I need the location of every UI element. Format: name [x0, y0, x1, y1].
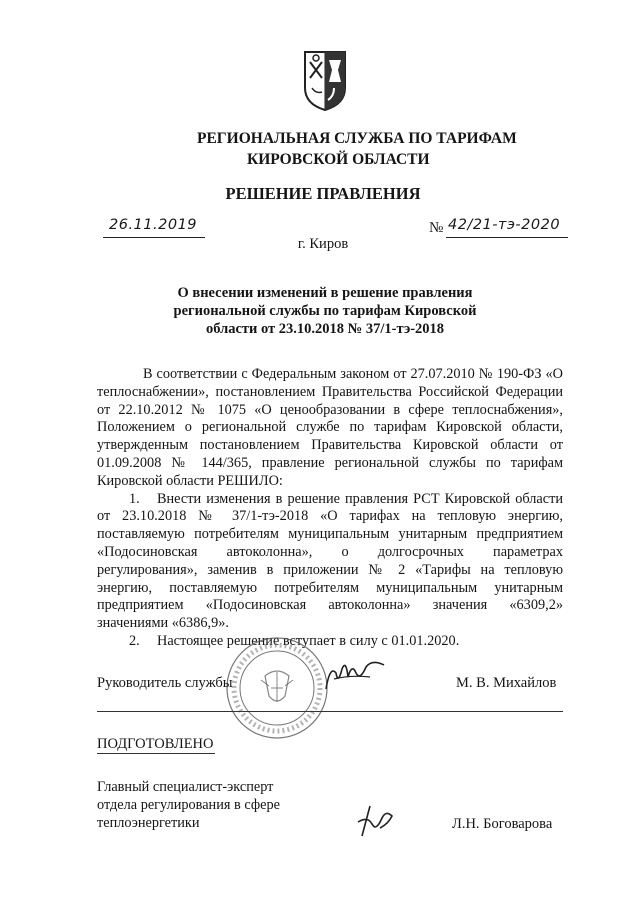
preamble-paragraph: В соответствии с Федеральным законом от 27.07.2010 № 190-ФЗ «О теплоснабжении», постановлением Правительства Российской Федерации от 22.10.2012 № 1075 «О ценообразовании в сфере теплоснабжения», Положением о региональной службе по тарифам Кировской области, утвержденным постановлением Правительства Кировской области от 01.09.2008 № 144/365, правление региональной службы по тарифам Кировской области РЕШИЛО: [97, 366, 563, 489]
number-label: № [429, 220, 444, 236]
coat-of-arms-icon [302, 48, 348, 112]
item-number: 2. [129, 632, 140, 649]
document-subject [150, 284, 500, 338]
decision-number: 42/21-тэ-2020 [448, 217, 561, 233]
preparer-name: Л.Н. Боговарова [452, 816, 553, 832]
decision-date-field [103, 215, 205, 238]
preparer-position-line3: теплоэнергетики [97, 815, 200, 831]
handwritten-signature-icon [352, 802, 396, 840]
item-number: 1. [129, 490, 140, 507]
organization-name-line1: РЕГИОНАЛЬНАЯ СЛУЖБА ПО ТАРИФАМ [197, 130, 517, 147]
subject-line3: области от 23.10.2018 № 37/1-тэ-2018 [205, 321, 445, 337]
subject-line2: региональной службы по тарифам Кировской [173, 303, 477, 319]
decision-date: 26.11.2019 [109, 217, 198, 233]
city-line: г. Киров [297, 236, 349, 252]
item-text: Внести изменения в решение правления РСТ Кировской области от 23.10.2018 № 37/1-тэ-2018 «О тарифах на тепловую энергию, поставляемую потребителям муниципальным унитарным предприятием «Подосиновская автоколонна», о долгосрочных параметрах регулирования», заменив в приложении № 2 «Тарифы на тепловую энергию, поставляемую потребителям муниципальным унитарным предприятием «Подосиновская автоколонна» значения «6309,2» значениями «6386,9». [97, 490, 563, 632]
document-type-title: РЕШЕНИЕ ПРАВЛЕНИЯ [225, 184, 421, 203]
organization-name-line2: КИРОВСКОЙ ОБЛАСТИ [247, 151, 430, 168]
prepared-underline [97, 753, 215, 754]
signatory-title: Руководитель службы [97, 675, 233, 691]
decision-item-2 [97, 633, 563, 651]
subject-line1: О внесении изменений в решение правления [177, 285, 473, 301]
decision-number-field [446, 215, 568, 238]
handwritten-signature-icon [320, 655, 388, 695]
prepared-label: ПОДГОТОВЛЕНО [97, 736, 214, 752]
divider [97, 711, 563, 712]
official-seal-icon [225, 636, 329, 740]
preparer-position-line1: Главный специалист-эксперт [97, 779, 274, 795]
decision-item-1 [97, 491, 563, 633]
item-text: Настоящее решение вступает в силу с 01.01.2020. [157, 632, 460, 649]
signatory-name: М. В. Михайлов [456, 675, 557, 691]
preparer-position-line2: отдела регулирования в сфере [97, 797, 280, 813]
preparer-position [97, 778, 280, 832]
document-body [97, 366, 563, 651]
